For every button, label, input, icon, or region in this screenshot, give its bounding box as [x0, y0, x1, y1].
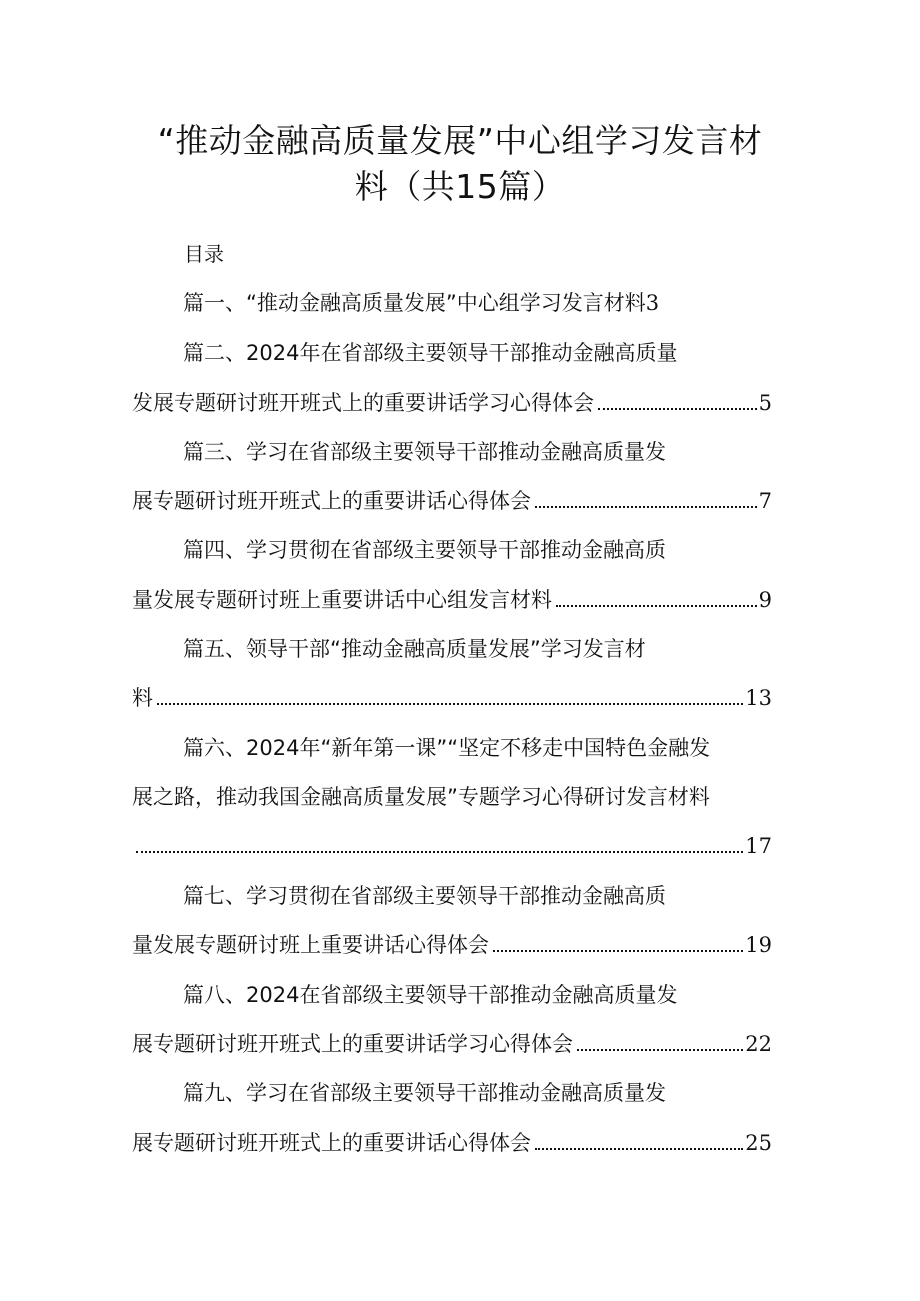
toc-entry-page: 25	[745, 1131, 772, 1155]
toc-entry-title: 料	[132, 686, 153, 710]
dot-leader	[577, 1049, 743, 1051]
toc-entry-5-continued[interactable]	[132, 683, 772, 713]
toc-entry-page: 3	[645, 291, 660, 315]
toc-entry-9-continued[interactable]	[132, 1128, 772, 1158]
toc-heading: 目录	[184, 242, 224, 266]
toc-entry-title: 展专题研讨班开班式上的重要讲话心得体会	[132, 1131, 531, 1155]
toc-entry-6[interactable]: 篇六、2024年“新年第一课”“坚定不移走中国特色金融发	[183, 736, 711, 760]
toc-entry-2-continued[interactable]	[132, 388, 772, 418]
toc-entry-9[interactable]: 篇九、学习在省部级主要领导干部推动金融高质量发	[183, 1081, 666, 1105]
dot-leader	[493, 950, 743, 952]
toc-entry-page: 22	[745, 1032, 772, 1056]
toc-entry-2[interactable]: 篇二、2024年在省部级主要领导干部推动金融高质量	[183, 341, 678, 365]
document-title-line-1: “推动金融高质量发展”中心组学习发言材	[157, 121, 763, 160]
dot-leader	[136, 851, 743, 853]
document-title-line-2: 料（共15篇）	[354, 167, 566, 206]
toc-entry-4[interactable]: 篇四、学习贯彻在省部级主要领导干部推动金融高质	[183, 538, 666, 562]
toc-entry-page: 17	[745, 834, 772, 858]
toc-entry-3-continued[interactable]	[132, 486, 772, 516]
toc-entry-page: 13	[745, 686, 772, 710]
dot-leader	[157, 703, 743, 705]
toc-entry-8-continued[interactable]	[132, 1029, 772, 1059]
toc-entry-title: 展专题研讨班开班式上的重要讲话学习心得体会	[132, 1032, 573, 1056]
toc-entry-8[interactable]: 篇八、2024在省部级主要领导干部推动金融高质量发	[183, 983, 678, 1007]
toc-entry-title: 量发展专题研讨班上重要讲话中心组发言材料	[132, 588, 552, 612]
toc-entry-5[interactable]: 篇五、领导干部“推动金融高质量发展”学习发言材	[183, 637, 646, 661]
toc-entry-title: 发展专题研讨班开班式上的重要讲话学习心得体会	[132, 391, 594, 415]
dot-leader	[556, 605, 757, 607]
toc-entry-6-leader[interactable]	[132, 831, 772, 861]
toc-entry-4-continued[interactable]	[132, 585, 772, 615]
dot-leader	[535, 506, 757, 508]
toc-entry-page: 9	[758, 588, 772, 612]
toc-entry-page: 7	[758, 489, 772, 513]
toc-entry-title: 量发展专题研讨班上重要讲话心得体会	[132, 933, 489, 957]
toc-entry-3[interactable]: 篇三、学习在省部级主要领导干部推动金融高质量发	[183, 440, 666, 464]
dot-leader	[598, 408, 757, 410]
toc-entry-7-continued[interactable]	[132, 930, 772, 960]
toc-entry-page: 19	[745, 933, 772, 957]
toc-entry-6-continued[interactable]: 展之路，推动我国金融高质量发展”专题学习心得研讨发言材料	[132, 785, 710, 809]
dot-leader	[535, 1148, 743, 1150]
toc-entry-1[interactable]	[183, 288, 659, 318]
toc-entry-title: 展专题研讨班开班式上的重要讲话心得体会	[132, 489, 531, 513]
toc-entry-page: 5	[758, 391, 772, 415]
toc-entry-title: 篇一、“推动金融高质量发展”中心组学习发言材料	[183, 291, 646, 315]
toc-entry-7[interactable]: 篇七、学习贯彻在省部级主要领导干部推动金融高质	[183, 884, 666, 908]
